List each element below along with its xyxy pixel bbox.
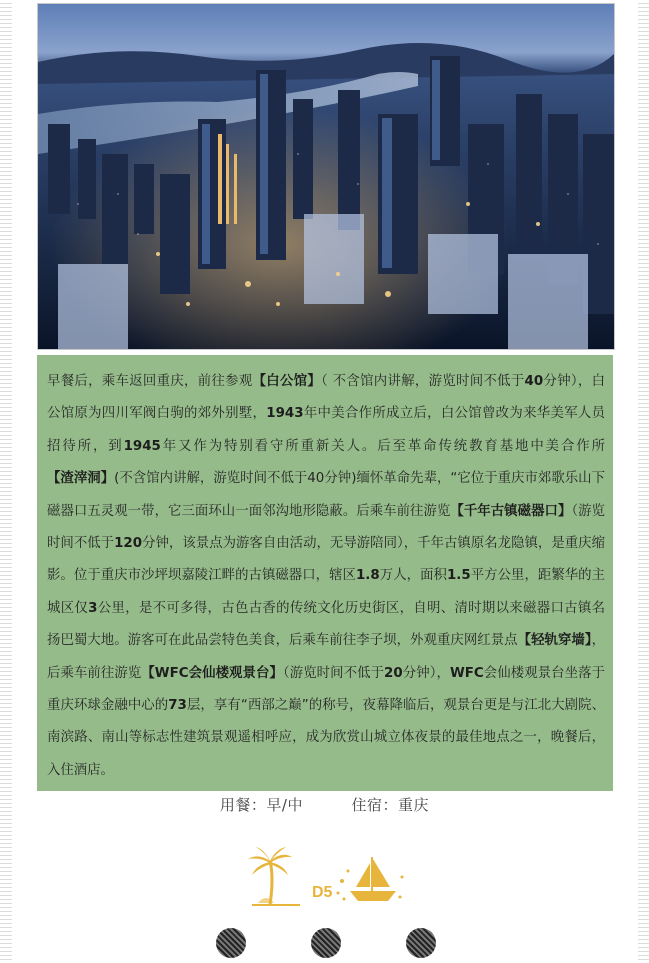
body-text: 平方公里，距繁华的主城区仅 [47, 568, 606, 616]
body-text: 公里，是不可多得，古色古香的传统文化历史街区，自明、清时期以来磁器口古镇名扬巴蜀大地。游客可在此品尝特色美食，后乘车前往李子坝，外观重庆网红景点 [47, 600, 606, 649]
highlight-text: 3 [88, 600, 98, 616]
body-text: ，后乘车前往游览 [47, 633, 605, 681]
meal-info: 用餐：早/中 [219, 796, 303, 814]
pattern-dot-1 [216, 928, 246, 958]
body-text: 会仙楼观景台坐落于重庆环球金融中心的 [47, 665, 605, 714]
body-text: （游览时间不低于 [47, 503, 606, 552]
body-text: 分钟），白公馆原为四川军阀白驹的郊外别墅， [47, 374, 606, 422]
pattern-dot-3 [406, 928, 436, 958]
hero-image [37, 3, 615, 350]
highlight-text: 【WFC会仙楼观景台】 [141, 665, 283, 681]
body-text: 层，享有“西部之巅”的称号，夜幕降临后，观景台更是与江北大剧院、南滨路、南山等标志性建筑景观遥相呼应，成为欣赏山城立体夜景的最佳地点之一，晚餐后，入住酒店。 [47, 698, 606, 778]
meals-lodging-line [0, 794, 649, 815]
body-text: （游览时间不低于 [282, 665, 385, 681]
body-text: 万人，面积 [379, 568, 447, 584]
body-text: 分钟，该景点为游客自由活动，无导游陪同），千年古镇原名龙隐镇，是重庆缩影。位于重庆市沙坪坝嘉陵江畔的古镇磁器口，辖区 [47, 536, 605, 584]
body-text: 早餐后，乘车返回重庆，前往参观 [47, 374, 253, 389]
day-label: D5 [312, 884, 333, 901]
body-text: 分钟）， [402, 665, 450, 681]
highlight-text: 73 [168, 698, 187, 714]
body-text: (不含馆内讲解，游览时间不低于40分钟)缅怀革命先辈，“它位于重庆市郊歌乐山下磁器口五灵观一带，它三面环山一面邻沟地形隐蔽。后乘车前往游览 [47, 471, 605, 519]
lodging-info: 住宿：重庆 [351, 796, 430, 814]
highlight-text: 1945 [123, 438, 161, 454]
highlight-text: 20 [384, 665, 403, 681]
highlight-text: 40 [524, 374, 544, 389]
itinerary-description [37, 355, 613, 791]
highlight-text: 1943 [266, 406, 304, 422]
pattern-dot-2 [311, 928, 341, 958]
highlight-text: 【渣滓洞】 [47, 471, 115, 487]
highlight-text: 1.8 [355, 568, 380, 584]
body-text: 年又作为特别看守所重新关人。后至革命传统教育基地中美合作所 [160, 438, 605, 454]
highlight-text: 【轻轨穿墙】 [517, 633, 592, 649]
sailboat-icon [337, 857, 404, 901]
highlight-text: 【白公馆】 [252, 374, 322, 389]
body-text: （ 不含馆内讲解，游览时间不低于 [321, 374, 525, 389]
palm-tree-icon [248, 847, 300, 905]
highlight-text: WFC [449, 665, 484, 681]
highlight-text: 120 [114, 536, 143, 552]
highlight-text: 【千年古镇磁器口】 [450, 503, 572, 519]
highlight-text: 1.5 [446, 568, 471, 584]
body-text: 年中美合作所成立后，白公馆曾改为来华美军人员招待所，到 [47, 406, 605, 454]
